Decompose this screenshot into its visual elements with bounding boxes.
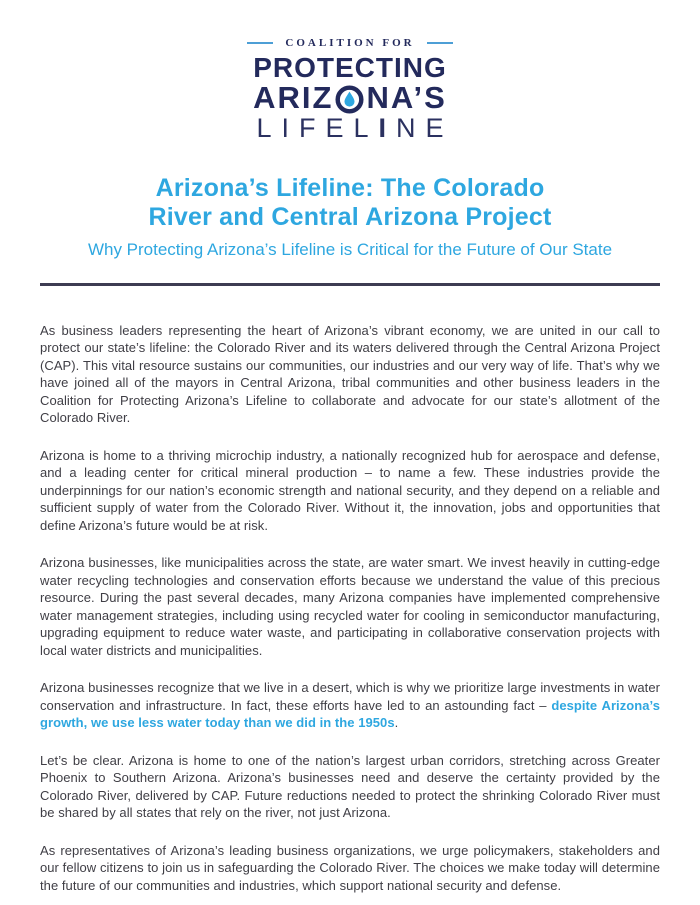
section-divider <box>40 283 660 286</box>
logo-word-arizonas-suffix: NA’S <box>366 80 447 115</box>
logo-lifeline-accent: I <box>378 113 397 143</box>
paragraph-conservation-pre: Arizona businesses recognize that we live in a desert, which is why we prioritize large investments in water conservation and infrastructure. In fact, these efforts have led to an astounding fact – <box>40 680 660 713</box>
coalition-logo <box>40 36 660 141</box>
logo-word-lifeline-suffix: NE <box>396 113 454 143</box>
tagline-rule-left <box>247 42 273 44</box>
logo-word-lifeline <box>40 115 660 141</box>
paragraph-conservation <box>40 679 660 732</box>
paragraph-industry: Arizona is home to a thriving microchip industry, a nationally recognized hub for aerospace and defense, and a leading center for critical mineral production – to name a few. These industries provide the underpinnings for our nation’s economic strength and national security, and they depend on a reliable and sufficient supply of water from the Colorado River. Without it, the innovation, jobs and opportunities that define Arizona’s future would be at risk. <box>40 447 660 533</box>
page-subtitle: Why Protecting Arizona’s Lifeline is Critical for the Future of Our State <box>87 240 613 259</box>
paragraph-conservation-post: . <box>394 715 399 730</box>
page-title <box>40 174 660 232</box>
logo-word-lifeline-prefix: LIFEL <box>256 113 379 143</box>
paragraph-call-to-action: As representatives of Arizona’s leading business organizations, we urge policymakers, stakeholders and our fellow citizens to join us in safeguarding the Colorado River. The choices we make today will determine the future of our communities and industries, which support national security and defense. <box>40 842 660 893</box>
logo-word-arizonas-prefix: ARIZ <box>253 80 334 115</box>
paragraph-intro: As business leaders representing the heart of Arizona’s vibrant economy, we are united in our call to protect our state’s lifeline: the Colorado River and its waters delivered through the Central Arizona Project (CAP). This vital resource sustains our communities, our industries and our very way of life. That’s why we have joined all of the mayors in Central Arizona, tribal communities and other business leaders in the Coalition for Protecting Arizona’s Lifeline to collaborate and advocate for our state’s allotment of the Colorado River. <box>40 322 660 425</box>
paragraph-water-smart: Arizona businesses, like municipalities across the state, are water smart. We invest heavily in cutting-edge water recycling technologies and conservation efforts because we understand the value of this precious resource. During the past several decades, many Arizona companies have implemented comprehensive water management strategies, including using recycled water for cooling in semiconductor manufacturing, upgrading equipment to reduce water waste, and participating in collaborative conservation projects with local water districts and municipalities. <box>40 555 660 658</box>
page-title-line1: Arizona’s Lifeline: The Colorado <box>155 174 545 202</box>
logo-word-arizonas <box>40 80 660 115</box>
tagline-rule-right <box>427 42 453 44</box>
page-title-line2: River and Central Arizona Project <box>148 203 552 231</box>
water-usage-fact-link[interactable]: despite Arizona’s growth, we use less water today than we did in the 1950s <box>40 697 660 730</box>
water-drop-icon <box>335 85 364 114</box>
logo-tagline-row <box>40 36 660 50</box>
logo-tagline: COALITION FOR <box>285 37 415 49</box>
paragraph-certainty: Let’s be clear. Arizona is home to one of the nation’s largest urban corridors, stretching across Greater Phoenix to Southern Arizona. Arizona’s businesses need and deserve the certainty provided by the Colorado River, delivered by CAP. Future reductions needed to protect the shrinking Colorado River must be shared by all states that rely on the river, not just Arizona. <box>40 752 660 820</box>
logo-word-protecting: PROTECTING <box>253 52 447 83</box>
article-body <box>40 322 660 895</box>
